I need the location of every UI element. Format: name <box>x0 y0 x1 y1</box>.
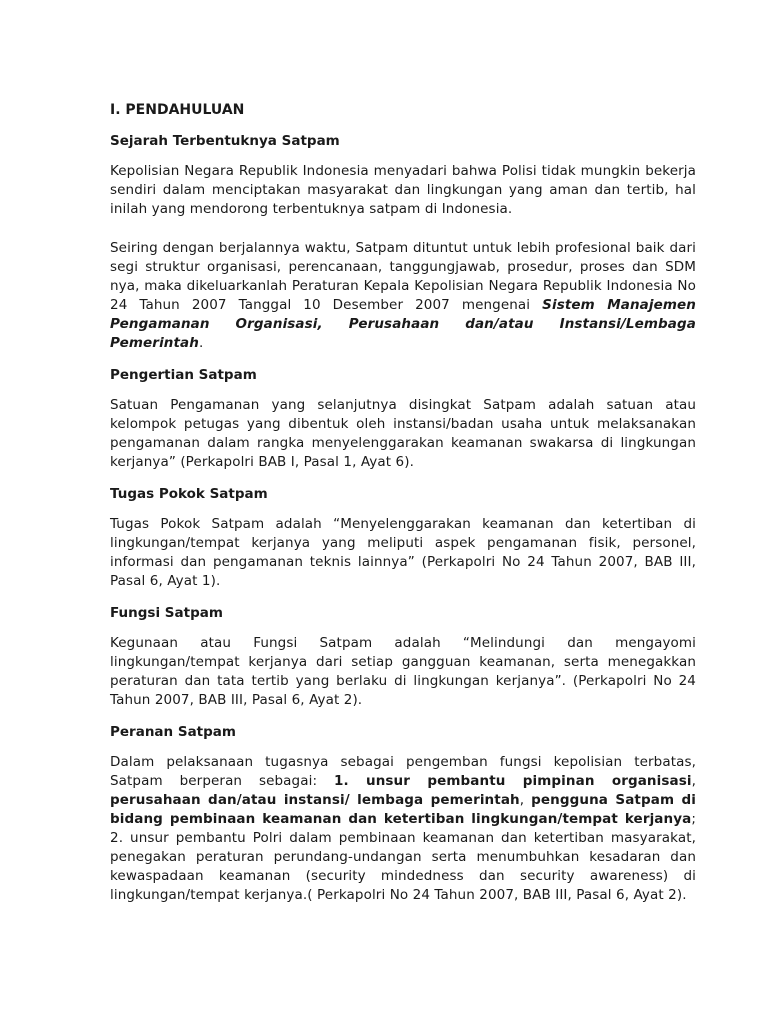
paragraph-text: , <box>691 773 696 789</box>
bold-text: pengguna Satpam di bidang pembinaan keamanan dan ketertiban lingkungan/tempat kerjanya <box>110 792 696 827</box>
emphasis-text: Sistem Manajemen Pengamanan Organisasi, Perusahaan dan/atau Instansi/Lembaga Pemerintah <box>110 297 696 351</box>
main-heading: I. PENDAHULUAN <box>110 102 245 118</box>
section-title-tugas: Tugas Pokok Satpam <box>110 486 268 502</box>
paragraph-tugas: Tugas Pokok Satpam adalah “Menyelenggarakan keamanan dan ketertiban di lingkungan/tempat kerjanya yang meliputi aspek pengamanan fisik, personel, informasi dan pengamanan teknis lainnya” (Perkapolri No 24 Tahun 2007, BAB III, Pasal 6, Ayat 1). <box>110 516 696 589</box>
bold-text: 1. unsur pembantu pimpinan organisasi <box>333 773 692 789</box>
paragraph-pengertian: Satuan Pengamanan yang selanjutnya disingkat Satpam adalah satuan atau kelompok petugas yang dibentuk oleh instansi/badan usaha untuk melaksanakan pengamanan dalam rangka menyelenggarakan keamanan swakarsa di lingkungan kerjanya” (Perkapolri BAB I, Pasal 1, Ayat 6). <box>110 397 696 470</box>
section-title-fungsi: Fungsi Satpam <box>110 605 223 621</box>
paragraph-text: , <box>519 792 532 808</box>
paragraph-fungsi: Kegunaan atau Fungsi Satpam adalah “Melindungi dan mengayomi lingkungan/tempat kerjanya dari setiap gangguan keamanan, serta menegakkan peraturan dan tata tertib yang berlaku di lingkungan kerjanya”. (Perkapolri No 24 Tahun 2007, BAB III, Pasal 6, Ayat 2). <box>110 635 696 708</box>
section-title-sejarah: Sejarah Terbentuknya Satpam <box>110 133 340 149</box>
paragraph-text: . <box>198 335 204 351</box>
section-title-pengertian: Pengertian Satpam <box>110 367 257 383</box>
paragraph-text: ; 2. unsur pembantu Polri dalam pembinaan keamanan dan ketertiban masyarakat, penegakan peraturan perundang-undangan serta menumbuhkan kesadaran dan kewaspadaan keamanan (security mindedness dan security awareness) di lingkungan/tempat kerjanya.( Perkapolri No 24 Tahun 2007, BAB III, Pasal 6, Ayat 2). <box>110 811 696 903</box>
paragraph-peranan <box>110 753 696 905</box>
bold-text: perusahaan dan/atau instansi/ lembaga pemerintah <box>110 792 520 808</box>
paragraph-sejarah-2 <box>110 239 696 353</box>
section-title-peranan: Peranan Satpam <box>110 724 236 740</box>
paragraph-text: Dalam pelaksanaan tugasnya sebagai pengemban fungsi kepolisian terbatas, Satpam berperan sebagai: <box>110 754 696 789</box>
paragraph-text: Seiring dengan berjalannya waktu, Satpam dituntut untuk lebih profesional baik dari segi struktur organisasi, perencanaan, tanggungjawab, prosedur, proses dan SDM nya, maka dikeluarkanlah Peraturan Kepala Kepolisian Negara Republik Indonesia No 24 Tahun 2007 Tanggal 10 Desember 2007 mengenai <box>110 240 696 313</box>
paragraph-sejarah-1: Kepolisian Negara Republik Indonesia menyadari bahwa Polisi tidak mungkin bekerja sendiri dalam menciptakan masyarakat dan lingkungan yang aman dan tertib, hal inilah yang mendorong terbentuknya satpam di Indonesia. <box>110 163 696 217</box>
